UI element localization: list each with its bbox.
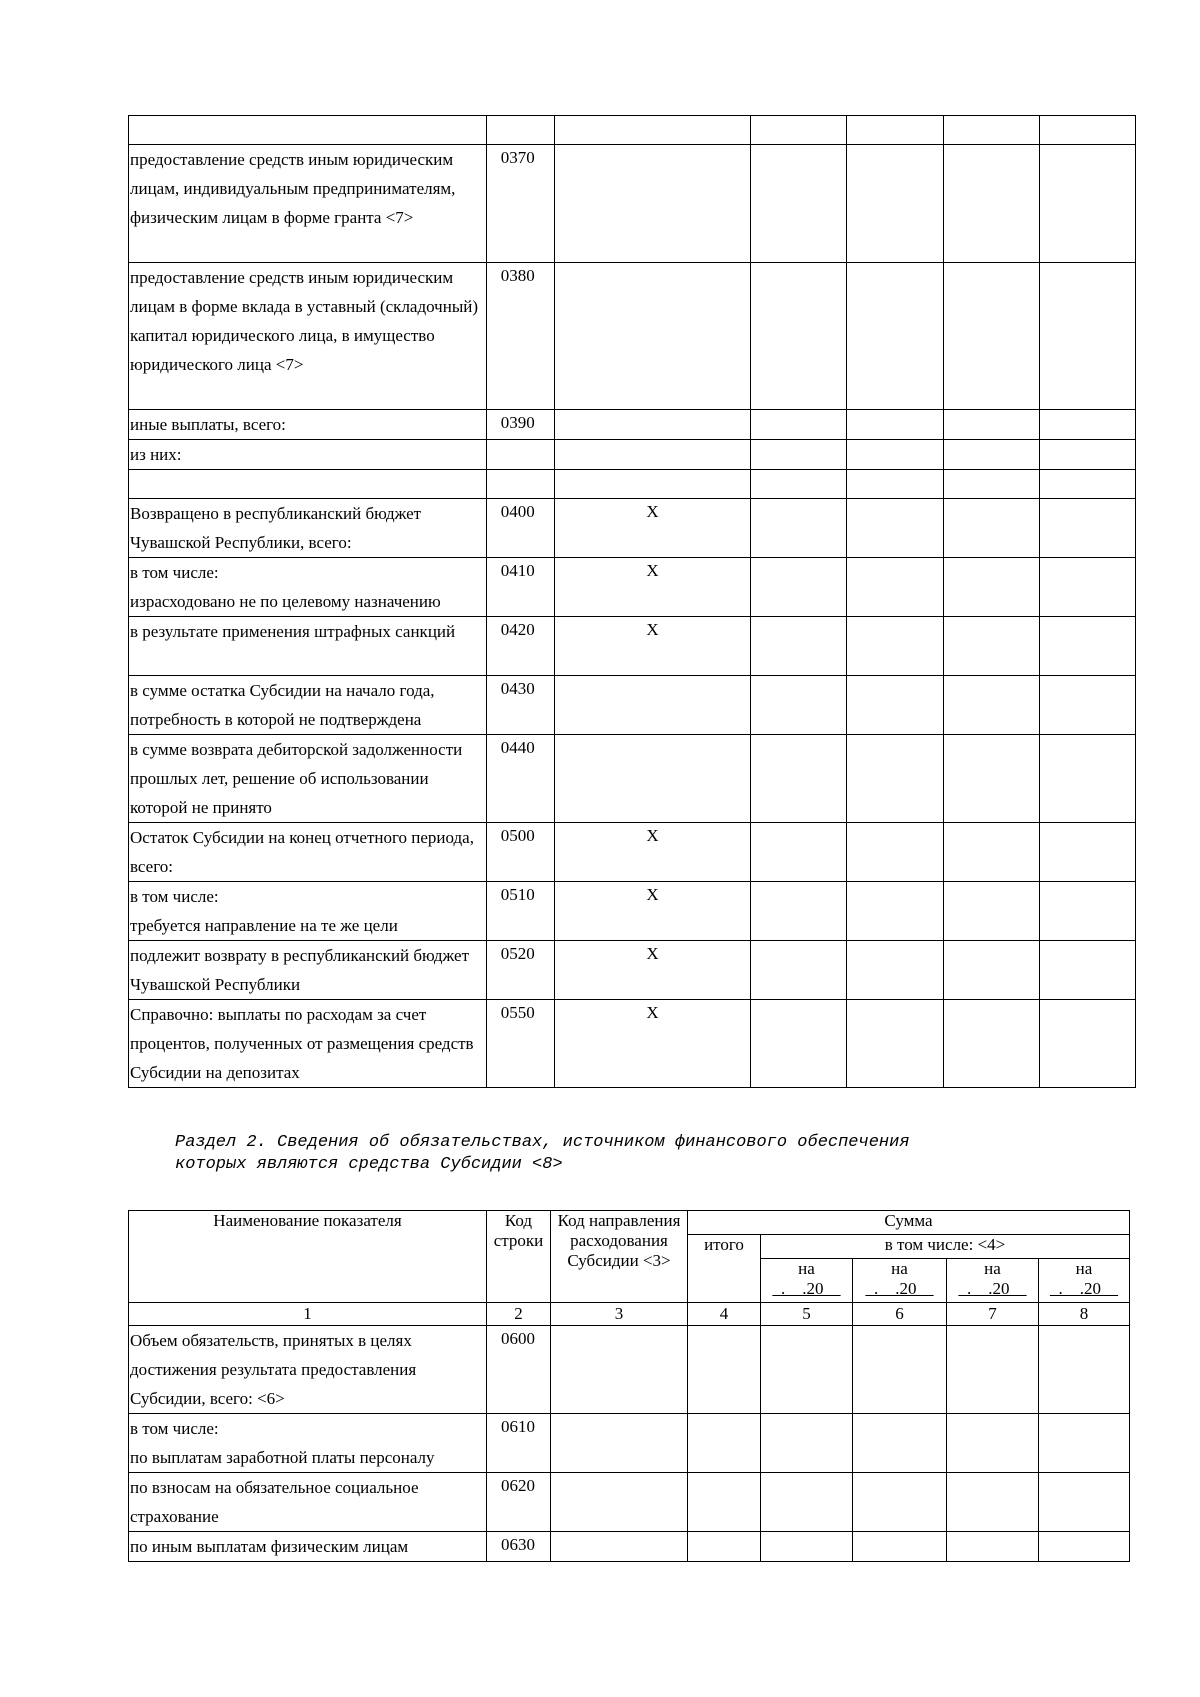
direction-code-cell xyxy=(554,440,750,470)
table-row xyxy=(129,1414,1130,1473)
row-code-cell: 0420 xyxy=(486,617,554,676)
table-row xyxy=(129,116,1136,145)
amount-cell xyxy=(847,145,943,263)
row-code-cell: 0620 xyxy=(487,1473,551,1532)
direction-code-cell xyxy=(551,1473,688,1532)
table-row xyxy=(129,410,1136,440)
amount-cell xyxy=(688,1414,761,1473)
direction-code-cell: X xyxy=(554,558,750,617)
amount-cell xyxy=(1039,440,1135,470)
amount-cell xyxy=(847,735,943,823)
amount-cell xyxy=(847,617,943,676)
direction-code-cell: X xyxy=(554,1000,750,1088)
row-code-cell: 0430 xyxy=(486,676,554,735)
indicator-name-cell: в сумме возврата дебиторской задолженности прошлых лет, решение об использовании которой не принято xyxy=(129,735,487,823)
indicator-name-cell: в том числе: по выплатам заработной платы персоналу xyxy=(129,1414,487,1473)
row-code-cell: 0510 xyxy=(486,882,554,941)
direction-code-cell: X xyxy=(554,499,750,558)
amount-cell xyxy=(1039,410,1135,440)
amount-cell xyxy=(943,941,1039,1000)
amount-cell xyxy=(751,499,847,558)
column-number: 1 xyxy=(129,1303,487,1326)
amount-cell xyxy=(943,499,1039,558)
amount-cell xyxy=(847,1000,943,1088)
amount-cell xyxy=(751,941,847,1000)
indicator-name-cell: предоставление средств иным юридическим лицам, индивидуальным предпринимателям, физическим лицам в форме гранта <7> xyxy=(129,145,487,263)
table-row xyxy=(129,823,1136,882)
amount-cell xyxy=(943,470,1039,499)
amount-cell xyxy=(847,558,943,617)
amount-cell xyxy=(947,1473,1039,1532)
row-code-cell: 0500 xyxy=(486,823,554,882)
header-sum: Сумма xyxy=(688,1211,1130,1235)
row-code-cell: 0380 xyxy=(486,263,554,410)
amount-cell xyxy=(847,882,943,941)
indicator-name-cell: в сумме остатка Субсидии на начало года, потребность в которой не подтверждена xyxy=(129,676,487,735)
direction-code-cell: X xyxy=(554,823,750,882)
amount-cell xyxy=(761,1326,853,1414)
amount-cell xyxy=(943,882,1039,941)
amount-cell xyxy=(688,1326,761,1414)
row-code-cell: 0410 xyxy=(486,558,554,617)
column-number: 2 xyxy=(487,1303,551,1326)
direction-code-cell xyxy=(554,470,750,499)
amount-cell xyxy=(1039,1414,1130,1473)
table-row xyxy=(129,941,1136,1000)
amount-cell xyxy=(1039,470,1135,499)
indicator-name-cell: из них: xyxy=(129,440,487,470)
column-number: 7 xyxy=(947,1303,1039,1326)
header-direction-code: Код направления расходования Субсидии <3> xyxy=(551,1211,688,1303)
amount-cell xyxy=(847,263,943,410)
direction-code-cell xyxy=(551,1326,688,1414)
indicator-name-cell: по иным выплатам физическим лицам xyxy=(129,1532,487,1562)
amount-cell xyxy=(1039,558,1135,617)
amount-cell xyxy=(1039,116,1135,145)
amount-cell xyxy=(1039,676,1135,735)
table-row xyxy=(129,440,1136,470)
amount-cell xyxy=(1039,882,1135,941)
header-date-4: на _.__.20__ xyxy=(1039,1259,1130,1303)
report-table-section2 xyxy=(128,1210,1130,1562)
amount-cell xyxy=(943,1000,1039,1088)
amount-cell xyxy=(853,1326,947,1414)
header-date-2: на _.__.20__ xyxy=(853,1259,947,1303)
amount-cell xyxy=(943,617,1039,676)
amount-cell xyxy=(853,1473,947,1532)
row-code-cell: 0630 xyxy=(487,1532,551,1562)
amount-cell xyxy=(1039,617,1135,676)
column-number: 6 xyxy=(853,1303,947,1326)
direction-code-cell: X xyxy=(554,882,750,941)
row-code-cell xyxy=(486,470,554,499)
amount-cell xyxy=(943,676,1039,735)
row-code-cell xyxy=(486,116,554,145)
indicator-name-cell: иные выплаты, всего: xyxy=(129,410,487,440)
amount-cell xyxy=(751,1000,847,1088)
table-row xyxy=(129,1473,1130,1532)
direction-code-cell: X xyxy=(554,617,750,676)
header-date-3: на _.__.20__ xyxy=(947,1259,1039,1303)
row-code-cell: 0390 xyxy=(486,410,554,440)
amount-cell xyxy=(847,823,943,882)
table-row xyxy=(129,263,1136,410)
table-row xyxy=(129,499,1136,558)
row-code-cell: 0550 xyxy=(486,1000,554,1088)
amount-cell xyxy=(853,1532,947,1562)
amount-cell xyxy=(751,470,847,499)
column-number: 3 xyxy=(551,1303,688,1326)
amount-cell xyxy=(847,470,943,499)
amount-cell xyxy=(751,410,847,440)
amount-cell xyxy=(751,617,847,676)
amount-cell xyxy=(1039,1532,1130,1562)
table-row xyxy=(129,1326,1130,1414)
amount-cell xyxy=(943,440,1039,470)
row-code-cell: 0370 xyxy=(486,145,554,263)
amount-cell xyxy=(853,1414,947,1473)
amount-cell xyxy=(847,676,943,735)
amount-cell xyxy=(751,145,847,263)
table-row xyxy=(129,558,1136,617)
table-row xyxy=(129,1532,1130,1562)
amount-cell xyxy=(943,263,1039,410)
table-row xyxy=(129,882,1136,941)
row-code-cell: 0610 xyxy=(487,1414,551,1473)
indicator-name-cell: в результате применения штрафных санкций xyxy=(129,617,487,676)
direction-code-cell xyxy=(554,676,750,735)
amount-cell xyxy=(847,440,943,470)
amount-cell xyxy=(1039,1000,1135,1088)
table-row xyxy=(129,735,1136,823)
header-indicator-name: Наименование показателя xyxy=(129,1211,487,1303)
direction-code-cell xyxy=(551,1414,688,1473)
row-code-cell: 0600 xyxy=(487,1326,551,1414)
direction-code-cell xyxy=(554,116,750,145)
amount-cell xyxy=(1039,1326,1130,1414)
amount-cell xyxy=(847,410,943,440)
amount-cell xyxy=(751,263,847,410)
amount-cell xyxy=(751,676,847,735)
table-row xyxy=(129,470,1136,499)
table-row xyxy=(129,676,1136,735)
indicator-name-cell: в том числе: требуется направление на те же цели xyxy=(129,882,487,941)
direction-code-cell: X xyxy=(554,941,750,1000)
amount-cell xyxy=(947,1532,1039,1562)
amount-cell xyxy=(751,558,847,617)
amount-cell xyxy=(847,116,943,145)
indicator-name-cell: Справочно: выплаты по расходам за счет процентов, полученных от размещения средств Субсидии на депозитах xyxy=(129,1000,487,1088)
amount-cell xyxy=(947,1326,1039,1414)
amount-cell xyxy=(751,116,847,145)
indicator-name-cell xyxy=(129,116,487,145)
amount-cell xyxy=(947,1414,1039,1473)
amount-cell xyxy=(943,145,1039,263)
amount-cell xyxy=(751,823,847,882)
indicator-name-cell: подлежит возврату в республиканский бюджет Чувашской Республики xyxy=(129,941,487,1000)
section-2-title: Раздел 2. Сведения об обязательствах, источником финансового обеспечения которых являются средства Субсидии <8> xyxy=(175,1133,910,1174)
row-code-cell xyxy=(486,440,554,470)
amount-cell xyxy=(751,440,847,470)
amount-cell xyxy=(1039,145,1135,263)
direction-code-cell xyxy=(554,263,750,410)
row-code-cell: 0400 xyxy=(486,499,554,558)
amount-cell xyxy=(751,735,847,823)
row-code-cell: 0440 xyxy=(486,735,554,823)
amount-cell xyxy=(943,116,1039,145)
amount-cell xyxy=(688,1532,761,1562)
column-numbers-row xyxy=(129,1303,1130,1326)
header-including: в том числе: <4> xyxy=(761,1235,1130,1259)
amount-cell xyxy=(943,735,1039,823)
amount-cell xyxy=(1039,823,1135,882)
indicator-name-cell: Объем обязательств, принятых в целях достижения результата предоставления Субсидии, всего: <6> xyxy=(129,1326,487,1414)
amount-cell xyxy=(943,410,1039,440)
amount-cell xyxy=(688,1473,761,1532)
amount-cell xyxy=(943,823,1039,882)
row-code-cell: 0520 xyxy=(486,941,554,1000)
indicator-name-cell: Возвращено в республиканский бюджет Чувашской Республики, всего: xyxy=(129,499,487,558)
column-number: 5 xyxy=(761,1303,853,1326)
amount-cell xyxy=(1039,263,1135,410)
report-table-section1 xyxy=(128,115,1136,1088)
direction-code-cell xyxy=(554,410,750,440)
column-number: 4 xyxy=(688,1303,761,1326)
amount-cell xyxy=(1039,735,1135,823)
indicator-name-cell: в том числе: израсходовано не по целевому назначению xyxy=(129,558,487,617)
amount-cell xyxy=(847,499,943,558)
amount-cell xyxy=(751,882,847,941)
direction-code-cell xyxy=(554,145,750,263)
amount-cell xyxy=(1039,1473,1130,1532)
amount-cell xyxy=(761,1473,853,1532)
header-row-code: Код строки xyxy=(487,1211,551,1303)
table-row xyxy=(129,617,1136,676)
table-row xyxy=(129,1000,1136,1088)
indicator-name-cell: Остаток Субсидии на конец отчетного периода, всего: xyxy=(129,823,487,882)
amount-cell xyxy=(761,1532,853,1562)
indicator-name-cell: по взносам на обязательное социальное страхование xyxy=(129,1473,487,1532)
amount-cell xyxy=(1039,499,1135,558)
amount-cell xyxy=(847,941,943,1000)
amount-cell xyxy=(943,558,1039,617)
indicator-name-cell xyxy=(129,470,487,499)
column-number: 8 xyxy=(1039,1303,1130,1326)
indicator-name-cell: предоставление средств иным юридическим лицам в форме вклада в уставный (складочный) капитал юридического лица, в имущество юридического лица <7> xyxy=(129,263,487,410)
amount-cell xyxy=(1039,941,1135,1000)
header-total: итого xyxy=(688,1235,761,1303)
header-date-1: на _.__.20__ xyxy=(761,1259,853,1303)
direction-code-cell xyxy=(554,735,750,823)
direction-code-cell xyxy=(551,1532,688,1562)
table-row xyxy=(129,145,1136,263)
amount-cell xyxy=(761,1414,853,1473)
